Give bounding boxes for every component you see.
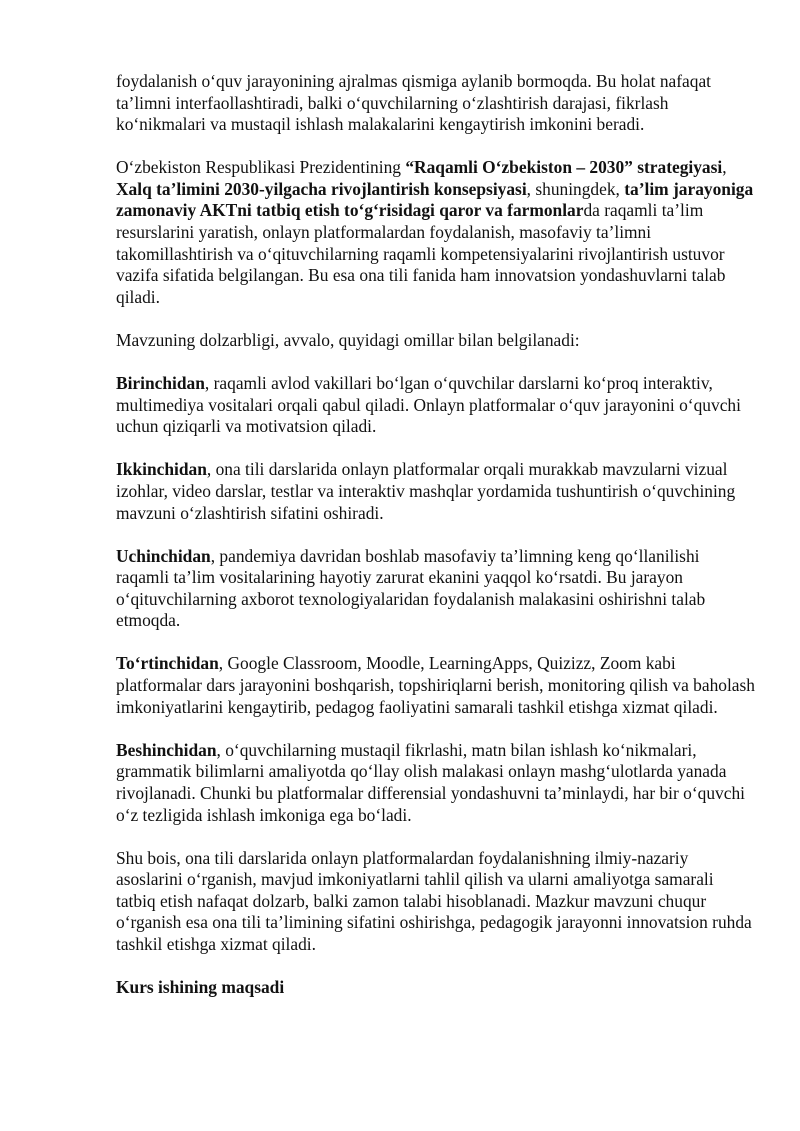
factor-text-5: , o‘quvchilarning mustaqil fikrlashi, matn bilan ishlash ko‘nikmalari, grammatik bilimlarni amaliyotda qo‘llay olish malakasi onlayn mashg‘ulotlarda yanada rivojlanadi. Chunki bu platformalar differensial yondashuvni ta’minlaydi, har bir o‘quvchi o‘z tezligida ishlash imkoniga ega bo‘ladi. — [116, 739, 745, 825]
factor-paragraph-5 — [116, 740, 756, 826]
factor-lead-5: Beshinchidan — [116, 739, 217, 760]
policy-paragraph — [116, 157, 756, 308]
policy-text-4: da raqamli ta’lim resurslarini yaratish, onlayn platformalardan foydalanish, masofaviy ta’limni takomillashtirish va o‘qituvchilarning raqamli kompetensiyalarini rivojlantirish ustuvor vazifa sifatida belgilangan. Bu esa ona tili fanida ham innovatsion yondashuvlarni talab qiladi. — [116, 200, 726, 307]
factor-lead-2: Ikkinchidan — [116, 459, 207, 480]
factor-paragraph-4 — [116, 653, 756, 718]
factor-text-4: , Google Classroom, Moodle, LearningApps, Quizizz, Zoom kabi platformalar dars jarayonini boshqarish, topshiriqlarni berish, monitoring qilish va baholash imkoniyatlarini kengaytirib, pedagog faoliyatini samarali tashkil etishga xizmat qiladi. — [116, 653, 755, 717]
policy-concept-title: Xalq ta’limini 2030-yilgacha rivojlantirish konsepsiyasi — [116, 178, 527, 199]
factor-paragraph-1 — [116, 373, 756, 438]
factor-text-1: , raqamli avlod vakillari bo‘lgan o‘quvchilar darslarni ko‘proq interaktiv, multimediya vositalari orqali qabul qiladi. Onlayn platformalar o‘quv jarayonini o‘quvchi uchun qiziqarli va motivatsion qiladi. — [116, 373, 741, 437]
factor-text-2: , ona tili darslarida onlayn platformalar orqali murakkab mavzularni vizual izohlar, video darslar, testlar va interaktiv mashqlar yordamida tushuntirish o‘quvchining mavzuni o‘zlashtirish sifatini oshiradi. — [116, 459, 736, 523]
factor-paragraph-3 — [116, 546, 756, 632]
factor-lead-1: Birinchidan — [116, 373, 205, 394]
factor-lead-3: Uchinchidan — [116, 545, 211, 566]
factor-paragraph-2 — [116, 459, 756, 524]
policy-decree-title: ta’lim jarayoniga zamonaviy AKTni tatbiq etish to‘g‘risidagi qaror va farmonlar — [116, 178, 754, 221]
policy-strategy-title: “Raqamli O‘zbekiston – 2030” strategiyasi — [405, 157, 723, 178]
conclusion-paragraph: Shu bois, ona tili darslarida onlayn platformalardan foydalanishning ilmiy-nazariy asoslarini o‘rganish, mavjud imkoniyatlarni tahlil qilish va ularni amaliyotga samarali tatbiq etish nafaqat dolzarb, balki zamon talabi hisoblanadi. Mazkur mavzuni chuqur o‘rganish esa ona tili ta’limining sifatini oshirishga, pedagogik jarayonni innovatsion ruhda tashkil etishga xizmat qiladi. — [116, 847, 752, 954]
section-heading: Kurs ishining maqsadi — [116, 977, 285, 998]
intro-paragraph: foydalanish o‘quv jarayonining ajralmas qismiga aylanib bormoqda. Bu holat nafaqat ta’limni interfaollashtiradi, balki o‘quvchilarning o‘zlashtirish darajasi, fikrlash ko‘nikmalari va mustaqil ishlash malakalarini kengaytirish imkonini beradi. — [116, 71, 711, 135]
factor-lead-4: To‘rtinchidan — [116, 653, 219, 674]
policy-text-2: , — [722, 157, 727, 178]
policy-text-3: , shuningdek, — [526, 178, 625, 199]
policy-text-1: O‘zbekiston Respublikasi Prezidentining — [116, 157, 406, 178]
document-page — [116, 71, 756, 1020]
factor-text-3: , pandemiya davridan boshlab masofaviy ta’limning keng qo‘llanilishi raqamli ta’lim vositalarining hayotiy zarurat ekanini yaqqol ko‘rsatdi. Bu jarayon o‘qituvchilarning axborot texnologiyalaridan foydalanish malakasini oshirishni talab etmoqda. — [116, 545, 706, 631]
relevance-intro-paragraph: Mavzuning dolzarbligi, avvalo, quyidagi omillar bilan belgilanadi: — [116, 329, 580, 350]
